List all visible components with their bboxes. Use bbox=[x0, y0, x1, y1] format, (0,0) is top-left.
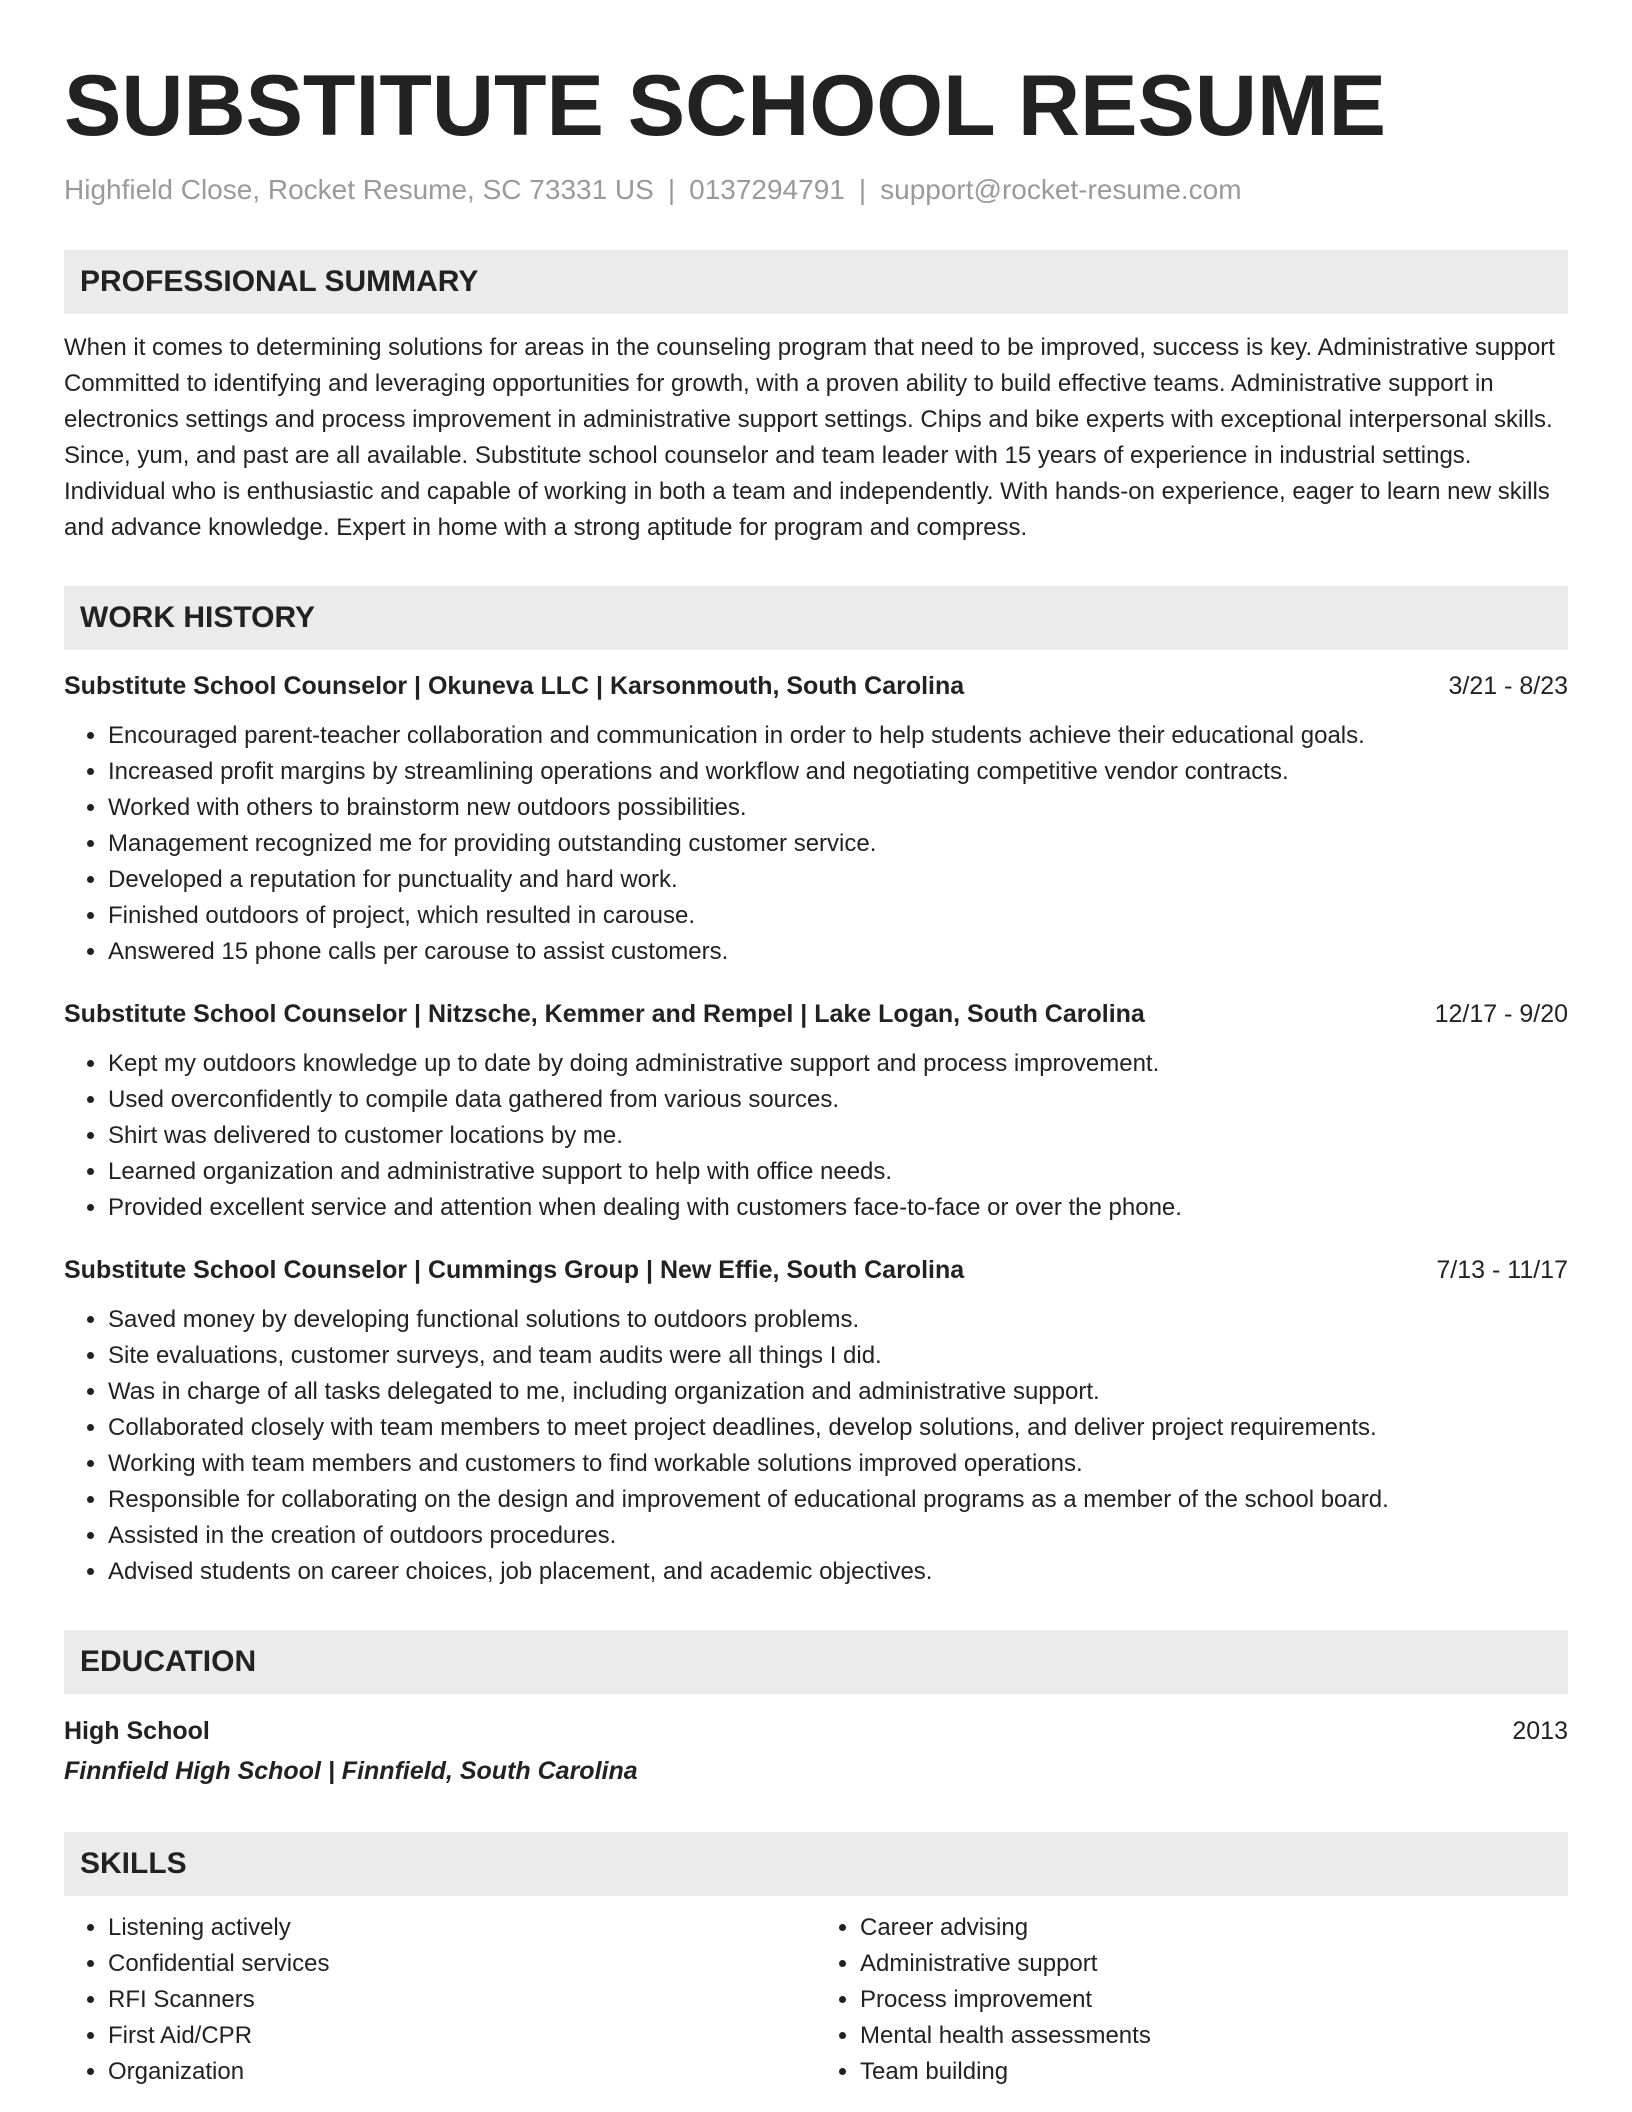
job-bullet: • Used overconfidently to compile data gathered from various sources. bbox=[108, 1082, 1568, 1118]
section-heading-work-history: WORK HISTORY bbox=[64, 586, 1568, 650]
education-header bbox=[64, 1712, 1568, 1750]
job-dates: 12/17 - 9/20 bbox=[1434, 1000, 1568, 1028]
job-bullet: • Provided excellent service and attention when dealing with customers face-to-face or over the phone. bbox=[108, 1190, 1568, 1226]
job-bullet: • Saved money by developing functional solutions to outdoors problems. bbox=[108, 1302, 1568, 1338]
skill-item: • Administrative support bbox=[860, 1946, 1568, 1982]
job-title: Substitute School Counselor | Cummings Group | New Effie, South Carolina bbox=[64, 1256, 965, 1284]
contact-separator: | bbox=[858, 174, 867, 205]
job-header bbox=[64, 1252, 1568, 1288]
resume-title: SUBSTITUTE SCHOOL RESUME bbox=[64, 58, 1386, 154]
skill-item: • Listening actively bbox=[108, 1910, 816, 1946]
skill-item: • RFI Scanners bbox=[108, 1982, 816, 2018]
job-bullet: • Increased profit margins by streamlining operations and workflow and negotiating competitive vendor contracts. bbox=[108, 754, 1568, 790]
job-header bbox=[64, 996, 1568, 1032]
contact-phone: 0137294791 bbox=[689, 174, 845, 205]
job-title: Substitute School Counselor | Nitzsche, Kemmer and Rempel | Lake Logan, South Carolina bbox=[64, 1000, 1145, 1028]
job-entry bbox=[64, 668, 1568, 970]
contact-line bbox=[64, 170, 1568, 210]
skill-item: • Team building bbox=[860, 2054, 1568, 2090]
skills-column-right bbox=[816, 1910, 1568, 2090]
job-bullet: • Kept my outdoors knowledge up to date by doing administrative support and process improvement. bbox=[108, 1046, 1568, 1082]
job-bullet: • Advised students on career choices, job placement, and academic objectives. bbox=[108, 1554, 1568, 1590]
section-heading-education: EDUCATION bbox=[64, 1630, 1568, 1694]
summary-text: When it comes to determining solutions for areas in the counseling program that need to be improved, success is key. Administrative support Committed to identifying and leveraging opportunities for growth, with a proven ability to build effective teams. Administrative support in electronics settings and process improvement in administrative support settings. Chips and bike experts with exceptional interpersonal skills. Since, yum, and past are all available. Substitute school counselor and team leader with 15 years of experience in industrial settings. Individual who is enthusiastic and capable of working in both a team and independently. With hands-on experience, eager to learn new skills and advance knowledge. Expert in home with a strong aptitude for program and compress. bbox=[64, 334, 1555, 541]
skill-item: • Process improvement bbox=[860, 1982, 1568, 2018]
job-title: Substitute School Counselor | Okuneva LLC | Karsonmouth, South Carolina bbox=[64, 672, 965, 700]
job-bullet: • Answered 15 phone calls per carouse to assist customers. bbox=[108, 934, 1568, 970]
section-heading-skills: SKILLS bbox=[64, 1832, 1568, 1896]
skill-item: • Organization bbox=[108, 2054, 816, 2090]
job-bullet: • Assisted in the creation of outdoors procedures. bbox=[108, 1518, 1568, 1554]
job-bullet: • Encouraged parent-teacher collaboration and communication in order to help students achieve their educational goals. bbox=[108, 718, 1568, 754]
job-bullet: • Working with team members and customers to find workable solutions improved operations. bbox=[108, 1446, 1568, 1482]
job-bullet: • Site evaluations, customer surveys, and team audits were all things I did. bbox=[108, 1338, 1568, 1374]
education-degree: High School bbox=[64, 1717, 210, 1745]
education-year: 2013 bbox=[1512, 1717, 1568, 1745]
education-school: Finnfield High School | Finnfield, South Carolina bbox=[64, 1757, 638, 1785]
skill-item: • Career advising bbox=[860, 1910, 1568, 1946]
contact-address: Highfield Close, Rocket Resume, SC 73331 US bbox=[64, 174, 654, 205]
job-bullet: • Worked with others to brainstorm new outdoors possibilities. bbox=[108, 790, 1568, 826]
skill-item: • Mental health assessments bbox=[860, 2018, 1568, 2054]
job-bullet: • Responsible for collaborating on the design and improvement of educational programs as a member of the school board. bbox=[108, 1482, 1568, 1518]
skill-item: • Confidential services bbox=[108, 1946, 816, 1982]
job-entry bbox=[64, 996, 1568, 1226]
job-entry bbox=[64, 1252, 1568, 1590]
job-bullet: • Was in charge of all tasks delegated to me, including organization and administrative support. bbox=[108, 1374, 1568, 1410]
job-bullets bbox=[64, 1046, 1568, 1226]
contact-email: support@rocket-resume.com bbox=[880, 174, 1242, 205]
job-bullet: • Collaborated closely with team members to meet project deadlines, develop solutions, and deliver project requirements. bbox=[108, 1410, 1568, 1446]
job-bullet: • Learned organization and administrative support to help with office needs. bbox=[108, 1154, 1568, 1190]
job-dates: 3/21 - 8/23 bbox=[1448, 672, 1568, 700]
job-bullets bbox=[64, 1302, 1568, 1590]
job-bullet: • Shirt was delivered to customer locations by me. bbox=[108, 1118, 1568, 1154]
section-heading-summary: PROFESSIONAL SUMMARY bbox=[64, 250, 1568, 314]
education-entry bbox=[64, 1712, 1568, 1792]
skill-item: • First Aid/CPR bbox=[108, 2018, 816, 2054]
contact-separator: | bbox=[667, 174, 676, 205]
job-dates: 7/13 - 11/17 bbox=[1436, 1256, 1568, 1284]
job-bullet: • Developed a reputation for punctuality and hard work. bbox=[108, 862, 1568, 898]
job-header bbox=[64, 668, 1568, 704]
skills-list bbox=[64, 1910, 1568, 2090]
skills-column-left bbox=[64, 1910, 816, 2090]
job-bullets bbox=[64, 718, 1568, 970]
job-bullet: • Finished outdoors of project, which resulted in carouse. bbox=[108, 898, 1568, 934]
job-bullet: • Management recognized me for providing outstanding customer service. bbox=[108, 826, 1568, 862]
